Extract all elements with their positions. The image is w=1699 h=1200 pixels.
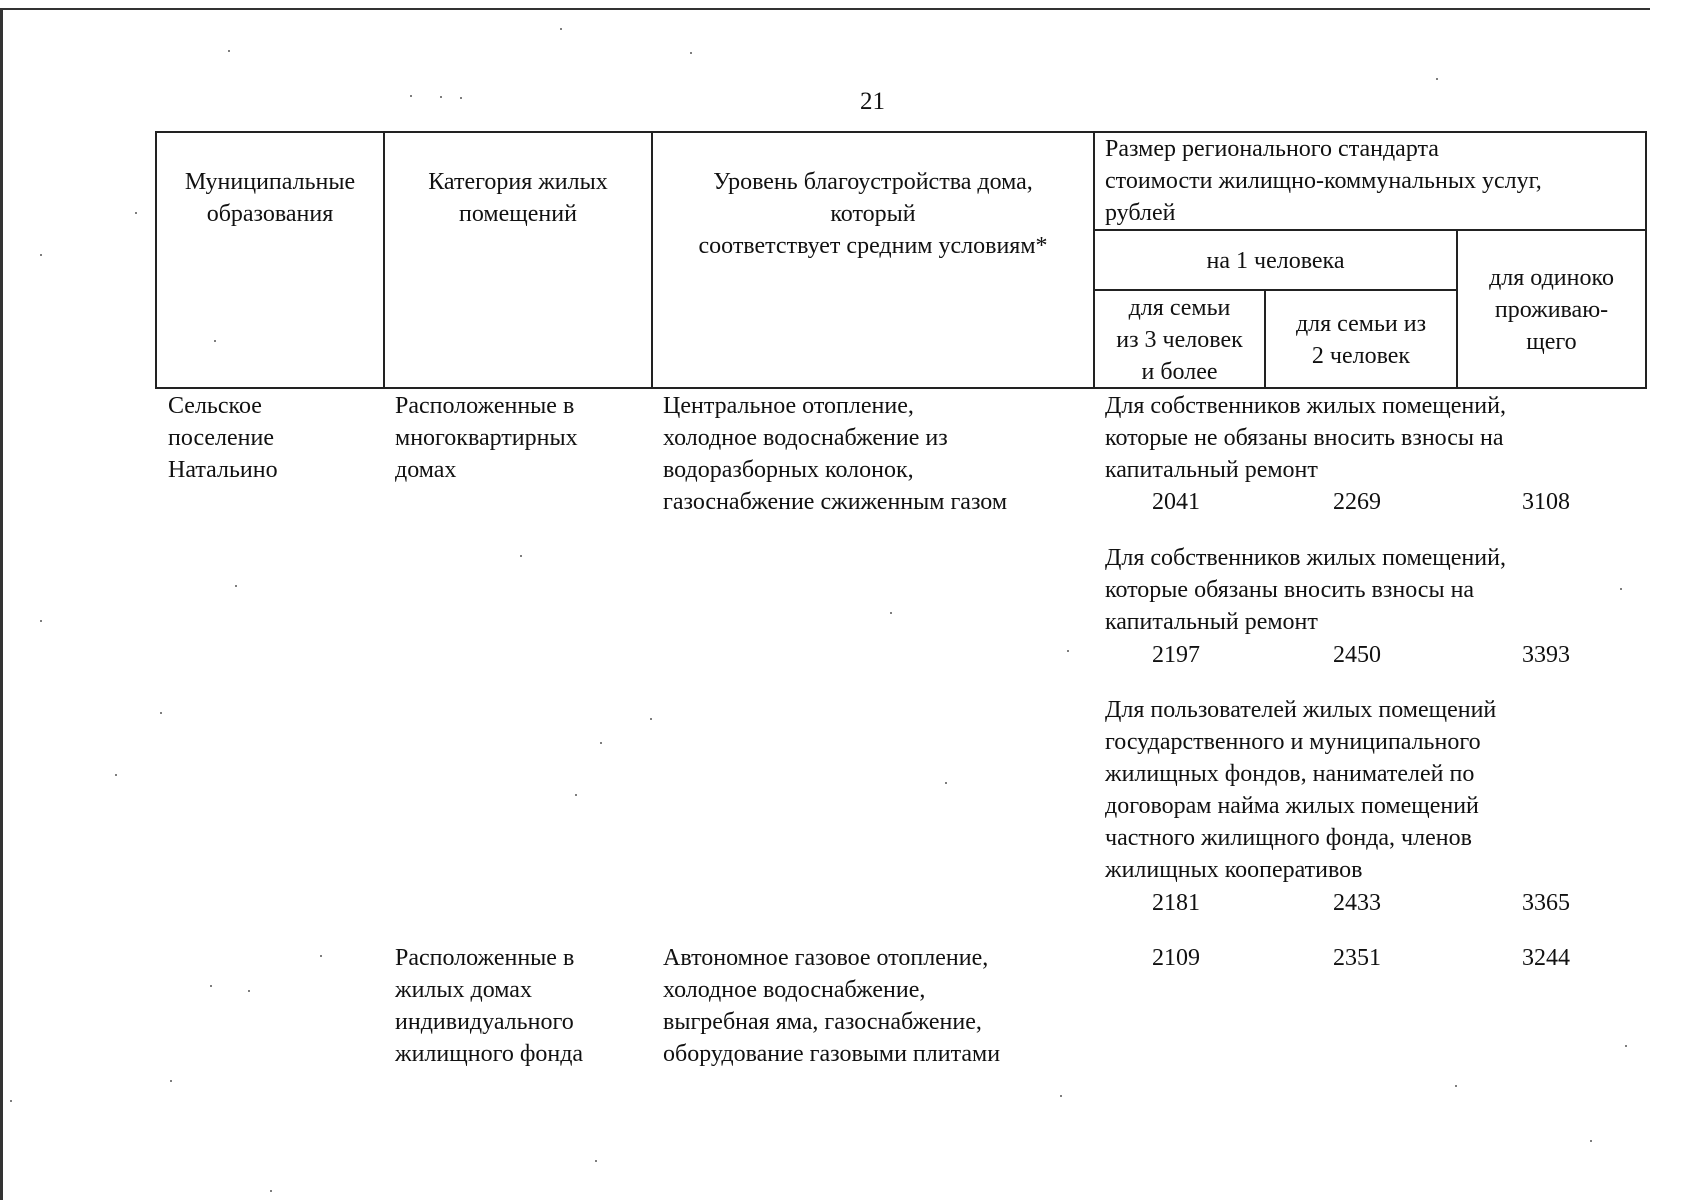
header-per-person: на 1 человека: [1206, 248, 1345, 274]
group2-value-family3: 2197: [1152, 642, 1200, 668]
header-category: Категория жилых помещений: [428, 169, 608, 227]
group2-value-single: 3393: [1522, 642, 1570, 668]
header-municipal: Муниципальные образования: [184, 169, 356, 227]
header-family2: для семьи из 2 человек: [1295, 311, 1427, 369]
row2-value-family2: 2351: [1333, 945, 1381, 971]
group3-value-family2: 2433: [1333, 890, 1381, 916]
row1-level: Центральное отопление, холодное водоснабжение из водоразборных колонок, газоснабжение сжиженным газом: [663, 393, 1008, 515]
group1-value-single: 3108: [1522, 489, 1570, 515]
header-single: для одиноко проживаю- щего: [1489, 265, 1614, 355]
row2-level: Автономное газовое отопление, холодное водоснабжение, выгребная яма, газоснабжение, оборудование газовыми плитами: [663, 945, 1001, 1067]
row2-value-family3: 2109: [1152, 945, 1200, 971]
group2-value-family2: 2450: [1333, 642, 1381, 668]
scan-border-top: [0, 8, 1650, 10]
header-family3: для семьи из 3 человек и более: [1116, 295, 1243, 385]
group3-value-family3: 2181: [1152, 890, 1200, 916]
row1-category: Расположенные в многоквартирных домах: [395, 393, 578, 483]
row1-municipal: Сельское поселение Натальино: [168, 393, 278, 483]
scan-border-left: [0, 8, 3, 1200]
row2-category: Расположенные в жилых домах индивидуального жилищного фонда: [395, 945, 584, 1067]
group1-value-family2: 2269: [1333, 489, 1381, 515]
page-number: 21: [860, 88, 885, 115]
group3-value-single: 3365: [1522, 890, 1570, 916]
group2-label: Для собственников жилых помещений, которые обязаны вносить взносы на капитальный ремонт: [1105, 545, 1506, 635]
group3-label: Для пользователей жилых помещений государственного и муниципального жилищных фондов, нанимателей по договорам найма жилых помещений частного жилищного фонда, членов жилищных кооперативов: [1105, 697, 1497, 883]
header-level: Уровень благоустройства дома, который соответствует средним условиям*: [698, 169, 1048, 259]
header-standard: Размер регионального стандарта стоимости жилищно-коммунальных услуг, рублей: [1105, 136, 1542, 226]
group1-value-family3: 2041: [1152, 489, 1200, 515]
row2-value-single: 3244: [1522, 945, 1570, 971]
group1-label: Для собственников жилых помещений, которые не обязаны вносить взносы на капитальный ремонт: [1105, 393, 1506, 483]
